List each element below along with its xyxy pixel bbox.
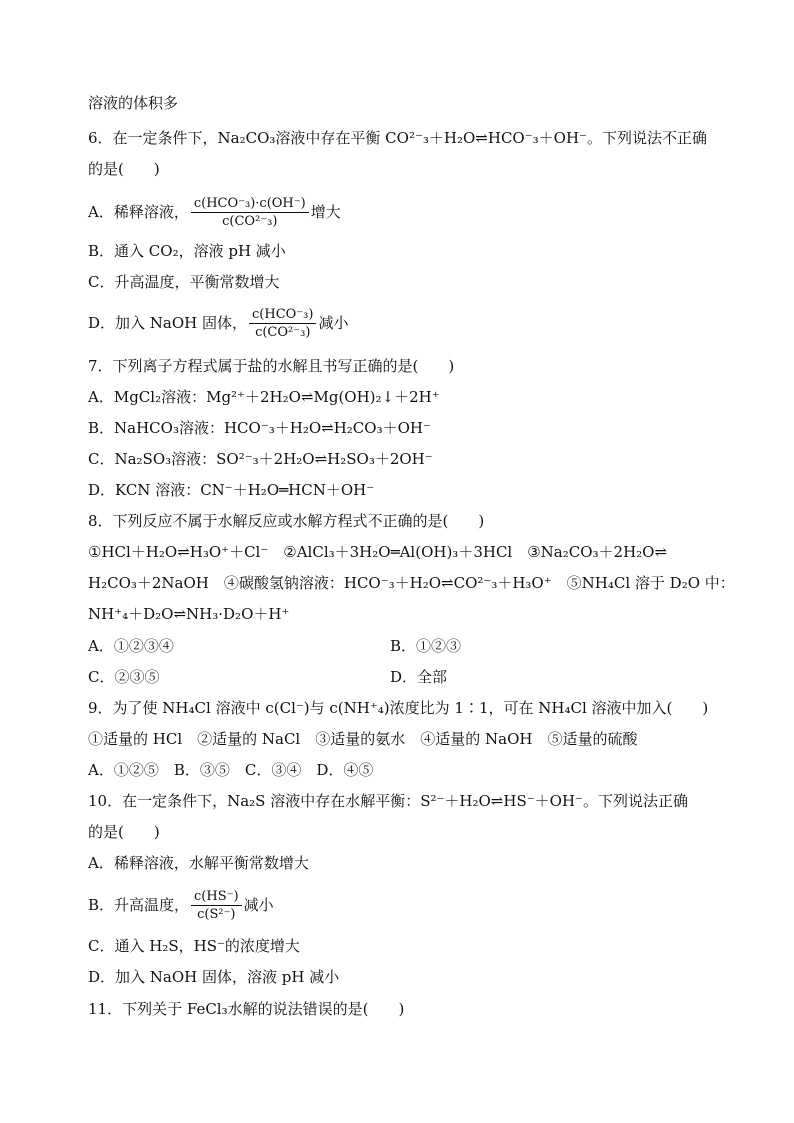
fraction-numerator: c(HCO⁻₃)·c(OH⁻) (191, 195, 309, 213)
text-line: 的是( ) (88, 160, 160, 178)
question-9-options: A．①②⑤ B．③⑤ C．③④ D．④⑤ (88, 761, 374, 779)
question-9-stem: 9．为了使 NH₄Cl 溶液中 c(Cl⁻)与 c(NH⁺₄)浓度比为 1∶1，可在 NH₄Cl 溶液中加入( ) (88, 699, 709, 717)
question-10-option-b (88, 885, 724, 925)
question-8-items: ①HCl＋H₂O⇌H₃O⁺＋Cl⁻ ②AlCl₃＋3H₂O═Al(OH)₃＋3HCl ③Na₂CO₃＋2H₂O⇌ (88, 543, 668, 561)
question-6-option-c: C．升高温度，平衡常数增大 (88, 273, 280, 291)
option-text: A．稀释溶液， (88, 203, 189, 221)
question-7-option-b: B．NaHCO₃溶液：HCO⁻₃＋H₂O⇌H₂CO₃＋OH⁻ (88, 419, 431, 437)
question-8-items: H₂CO₃＋2NaOH ④碳酸氢钠溶液：HCO⁻₃＋H₂O⇌CO²⁻₃＋H₃O⁺ ⑤NH₄Cl 溶于 D₂O 中： (88, 574, 735, 592)
question-10-option-c: C．通入 H₂S，HS⁻的浓度增大 (88, 937, 300, 955)
question-7-stem: 7．下列离子方程式属于盐的水解且书写正确的是( ) (88, 357, 455, 375)
question-7-option-a: A．MgCl₂溶液：Mg²⁺＋2H₂O⇌Mg(OH)₂↓＋2H⁺ (88, 388, 440, 406)
option-text: 减小 (243, 896, 274, 914)
question-7-option-d: D．KCN 溶液：CN⁻＋H₂O═HCN＋OH⁻ (88, 481, 375, 499)
question-6-option-d (88, 303, 724, 343)
question-11-stem: 11．下列关于 FeCl₃水解的说法错误的是( ) (88, 1000, 405, 1018)
option-text: 减小 (318, 314, 349, 332)
option-d: D．全部 (390, 668, 448, 686)
text-line: 溶液的体积多 (88, 94, 179, 112)
fraction-denominator: c(CO²⁻₃) (222, 213, 278, 229)
question-8-options-row (88, 636, 724, 656)
option-c: C．②③⑤ (88, 668, 160, 686)
option-b: B．①②③ (390, 637, 462, 655)
fraction-denominator: c(CO²⁻₃) (255, 324, 311, 340)
fraction-denominator: c(S²⁻) (197, 906, 236, 922)
question-8-items: NH⁺₄＋D₂O⇌NH₃·D₂O＋H⁺ (88, 605, 290, 623)
text-line: 的是( ) (88, 823, 160, 841)
fraction (191, 888, 242, 923)
fraction-numerator: c(HS⁻) (191, 888, 242, 906)
option-text: D．加入 NaOH 固体， (88, 314, 248, 332)
option-text: B．升高温度， (88, 896, 190, 914)
question-9-items: ①适量的 HCl ②适量的 NaCl ③适量的氨水 ④适量的 NaOH ⑤适量的硫酸 (88, 730, 638, 748)
fraction (249, 306, 316, 341)
question-6-stem: 6．在一定条件下，Na₂CO₃溶液中存在平衡 CO²⁻₃＋H₂O⇌HCO⁻₃＋OH⁻。下列说法不正确 (88, 129, 707, 147)
question-6-option-b: B．通入 CO₂，溶液 pH 减小 (88, 242, 286, 260)
option-a: A．①②③④ (88, 637, 174, 655)
question-8-stem: 8．下列反应不属于水解反应或水解方程式不正确的是( ) (88, 512, 485, 530)
fraction (191, 195, 309, 230)
question-7-option-c: C．Na₂SO₃溶液：SO²⁻₃＋2H₂O⇌H₂SO₃＋2OH⁻ (88, 450, 433, 468)
option-text: 增大 (310, 203, 341, 221)
question-8-options-row (88, 667, 724, 687)
question-10-option-a: A．稀释溶液，水解平衡常数增大 (88, 854, 309, 872)
fraction-numerator: c(HCO⁻₃) (249, 306, 316, 324)
question-10-stem: 10．在一定条件下，Na₂S 溶液中存在水解平衡：S²⁻＋H₂O⇌HS⁻＋OH⁻。下列说法正确 (88, 792, 688, 810)
question-6-option-a (88, 192, 724, 232)
question-10-option-d: D．加入 NaOH 固体，溶液 pH 减小 (88, 968, 340, 986)
